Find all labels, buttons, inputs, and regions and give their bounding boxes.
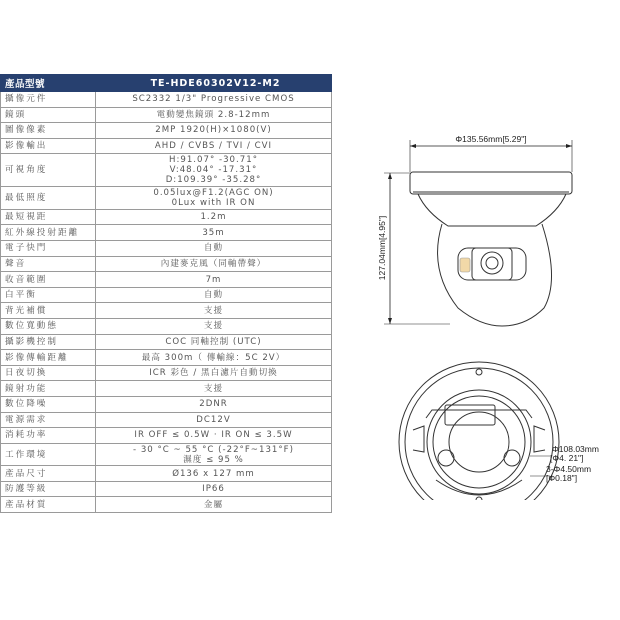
spec-label: 鏡頭 xyxy=(1,107,96,123)
spec-value: 35m xyxy=(96,225,332,241)
spec-value: 支援 xyxy=(96,303,332,319)
spec-value: 1.2m xyxy=(96,209,332,225)
spec-row xyxy=(1,138,332,154)
camera-dimension-drawing xyxy=(340,120,620,500)
spec-row xyxy=(1,443,332,466)
spec-row xyxy=(1,209,332,225)
spec-row xyxy=(1,412,332,428)
spec-row xyxy=(1,256,332,272)
spec-value: 自動 xyxy=(96,287,332,303)
spec-row xyxy=(1,303,332,319)
outer-diameter-in: [Φ4. 21"] xyxy=(550,453,584,463)
spec-header-row xyxy=(1,75,332,92)
spec-row xyxy=(1,350,332,366)
spec-label: 電源需求 xyxy=(1,412,96,428)
bottom-view-callouts xyxy=(530,444,599,483)
height-dimension-label: 127.04mm[4.95"] xyxy=(377,215,387,281)
spec-value: 自動 xyxy=(96,241,332,257)
spec-row xyxy=(1,381,332,397)
spec-value: 支援 xyxy=(96,319,332,335)
spec-value: AHD / CVBS / TVI / CVI xyxy=(96,138,332,154)
spec-row xyxy=(1,466,332,482)
spec-row xyxy=(1,225,332,241)
spec-value: 7m xyxy=(96,272,332,288)
spec-label: 鏡射功能 xyxy=(1,381,96,397)
spec-label: 影像傳輸距離 xyxy=(1,350,96,366)
spec-label: 最低照度 xyxy=(1,187,96,210)
spec-row xyxy=(1,334,332,350)
camera-side-view xyxy=(410,172,572,326)
spec-row xyxy=(1,241,332,257)
spec-label: 背光補償 xyxy=(1,303,96,319)
spec-label: 產品尺寸 xyxy=(1,466,96,482)
spec-row xyxy=(1,272,332,288)
spec-label: 攝影機控制 xyxy=(1,334,96,350)
spec-label: 產品材質 xyxy=(1,497,96,513)
outer-diameter-mm: Φ108.03mm xyxy=(552,444,599,454)
spec-label: 日夜切換 xyxy=(1,365,96,381)
spec-row xyxy=(1,397,332,413)
spec-value: 金屬 xyxy=(96,497,332,513)
spec-value: 支援 xyxy=(96,381,332,397)
spec-value: IR OFF ≤ 0.5W · IR ON ≤ 3.5W xyxy=(96,428,332,444)
spec-row xyxy=(1,287,332,303)
spec-label: 電子快門 xyxy=(1,241,96,257)
spec-value: - 30 °C ~ 55 °C (-22°F~131°F) 濕度 ≤ 95 % xyxy=(96,443,332,466)
spec-header-label: 產品型號 xyxy=(1,75,96,92)
spec-value: SC2332 1/3" Progressive CMOS xyxy=(96,92,332,108)
spec-row xyxy=(1,107,332,123)
hole-diameter-mm: 3-Φ4.50mm xyxy=(546,464,592,474)
spec-value: IP66 xyxy=(96,481,332,497)
spec-label: 影像輸出 xyxy=(1,138,96,154)
spec-header-model: TE-HDE60302V12-M2 xyxy=(96,75,332,92)
spec-label: 圖像像素 xyxy=(1,123,96,139)
spec-row xyxy=(1,319,332,335)
spec-label: 最短視距 xyxy=(1,209,96,225)
spec-label: 聲音 xyxy=(1,256,96,272)
spec-label: 收音範圍 xyxy=(1,272,96,288)
spec-label: 白平衡 xyxy=(1,287,96,303)
spec-row xyxy=(1,497,332,513)
spec-row xyxy=(1,428,332,444)
spec-value: 2DNR xyxy=(96,397,332,413)
spec-row xyxy=(1,92,332,108)
spec-value: 0.05lux@F1.2(AGC ON) 0Lux with IR ON xyxy=(96,187,332,210)
hole-diameter-in: [Φ0.18"] xyxy=(546,473,578,483)
spec-label: 可視角度 xyxy=(1,154,96,187)
spec-label: 紅外線投射距離 xyxy=(1,225,96,241)
spec-label: 數位寬動態 xyxy=(1,319,96,335)
spec-value: ICR 彩色 / 黑白濾片自動切換 xyxy=(96,365,332,381)
spec-label: 攝像元件 xyxy=(1,92,96,108)
spec-label: 工作環境 xyxy=(1,443,96,466)
spec-row xyxy=(1,481,332,497)
spec-label: 數位降噪 xyxy=(1,397,96,413)
spec-label: 防護等級 xyxy=(1,481,96,497)
camera-bottom-view xyxy=(399,362,559,500)
spec-value: 電動變焦鏡頭 2.8-12mm xyxy=(96,107,332,123)
spec-value: COC 同軸控制 (UTC) xyxy=(96,334,332,350)
spec-value: Ø136 x 127 mm xyxy=(96,466,332,482)
spec-value: H:91.07° -30.71° V:48.04° -17.31° D:109.39° -35.28° xyxy=(96,154,332,187)
spec-value: 內建麥克風（同軸帶聲） xyxy=(96,256,332,272)
spec-value: 2MP 1920(H)×1080(V) xyxy=(96,123,332,139)
spec-row xyxy=(1,123,332,139)
spec-row xyxy=(1,365,332,381)
spec-value: 最高 300m（ 傳輸線：5C 2V） xyxy=(96,350,332,366)
width-dimension-label: Φ135.56mm[5.29"] xyxy=(455,134,527,144)
spec-row xyxy=(1,154,332,187)
spec-table xyxy=(0,74,332,513)
spec-row xyxy=(1,187,332,210)
spec-label: 消耗功率 xyxy=(1,428,96,444)
spec-value: DC12V xyxy=(96,412,332,428)
